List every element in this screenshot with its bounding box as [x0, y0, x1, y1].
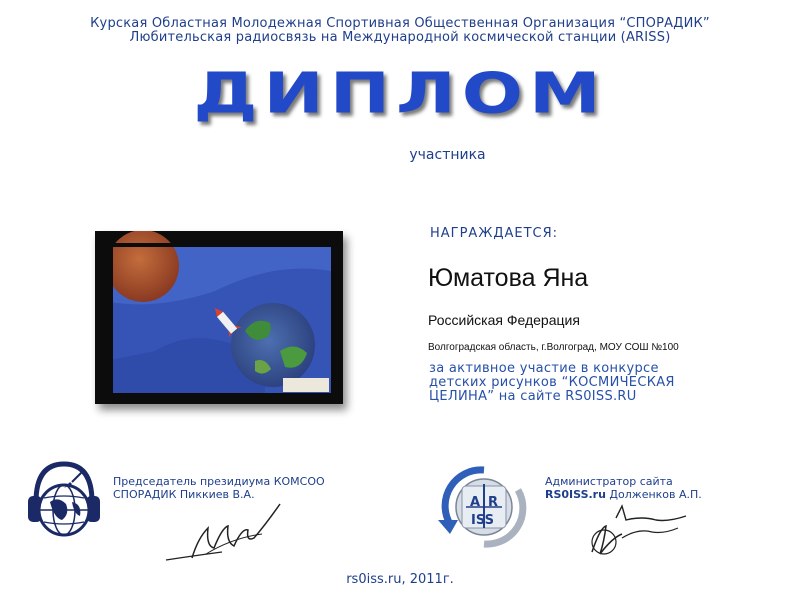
drawing-frame [95, 231, 343, 404]
recipient-name: Юматова Яна [428, 264, 589, 292]
left-signatory-line: Председатель президиума КОМСОО [113, 475, 325, 488]
header-organization: Курская Областная Молодежная Спортивная Общественная Организация “СПОРАДИК” [90, 16, 710, 31]
footer-site-year: rs0iss.ru, 2011г. [346, 572, 454, 587]
children-drawing-image [95, 231, 343, 404]
diploma-title: ДИПЛОМ [193, 60, 607, 126]
right-signatory-name: Долженков А.П. [605, 488, 702, 501]
award-reason-line: детских рисунков “КОСМИЧЕСКАЯ [429, 375, 675, 390]
award-reason-line: ЦЕЛИНА” на сайте RS0ISS.RU [429, 389, 637, 404]
left-signature-image [162, 498, 302, 570]
header-subject: Любительская радиосвязь на Международной космической станции (ARISS) [129, 30, 671, 45]
right-signatory-line: Администратор сайта [545, 475, 673, 488]
sporadik-globe-logo [26, 458, 102, 552]
left-signatory-line: СПОРАДИК Пиккиев В.А. [113, 488, 255, 501]
recipient-country: Российская Федерация [428, 312, 580, 328]
awarded-label: НАГРАЖДАЕТСЯ: [430, 226, 559, 241]
ariss-logo-letter-a: A [470, 495, 481, 510]
right-signature-image [582, 498, 692, 564]
award-reason-line: за активное участие в конкурсе [429, 361, 659, 376]
ariss-logo-iss: ISS [471, 513, 494, 528]
ariss-logo-letter-r: R [488, 495, 499, 510]
award-reason [429, 362, 769, 404]
diploma-subtitle: участника [409, 147, 486, 163]
site-name: RS0ISS.ru [545, 488, 606, 501]
recipient-address: Волгоградская область, г.Волгоград, МОУ СОШ №100 [428, 342, 679, 353]
ariss-logo [436, 462, 532, 552]
